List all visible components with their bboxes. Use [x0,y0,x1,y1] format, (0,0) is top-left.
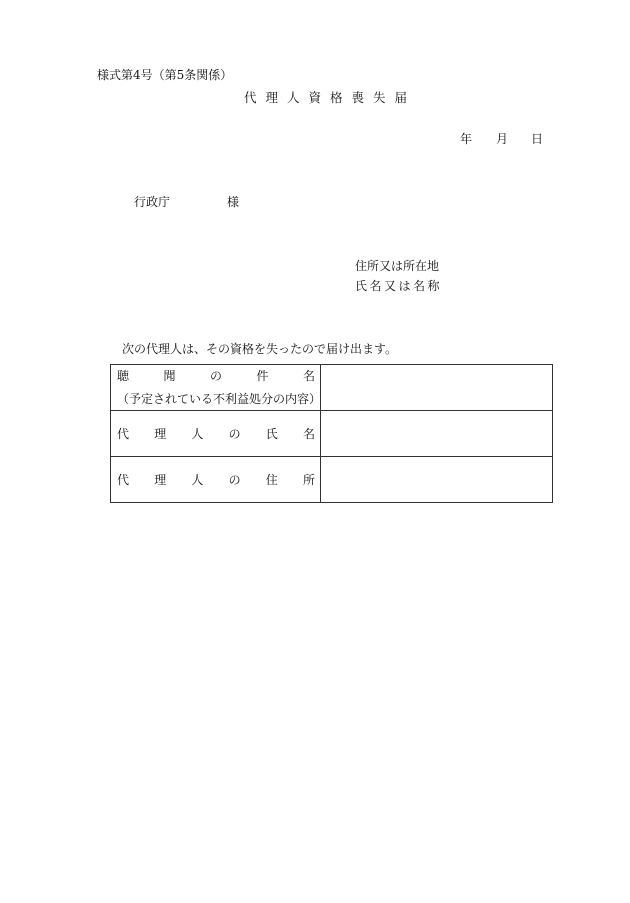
label-char: 人 [191,473,204,487]
label-char: の [209,368,222,383]
label-char: 氏 [265,427,278,441]
name-label: 氏名又は名称 [355,279,443,293]
hearing-subject-sublabel: （予定されている不利益処分の内容） [117,391,322,406]
agent-name-label [111,425,320,442]
label-char: 人 [191,427,204,441]
label-char: 住 [265,473,278,487]
label-char: の [228,427,241,441]
table-row [111,411,553,457]
label-char: の [228,473,241,487]
date-day: 日 [531,132,544,146]
date-year: 年 [460,132,473,146]
notification-table [110,364,553,503]
label-char: 所 [302,473,315,487]
agent-address-label-cell [111,457,321,503]
label-char: 代 [117,473,130,487]
addressee-office: 行政庁 [134,195,171,209]
hearing-subject-label-cell [111,365,321,411]
document-title: 代理人資格喪失届 [244,90,417,105]
table-row [111,365,553,411]
date-month: 月 [496,132,509,146]
address-label: 住所又は所在地 [355,259,440,273]
label-char: 理 [154,473,167,487]
hearing-subject-label [111,367,320,384]
form-number: 様式第4号（第5条関係） [97,68,233,82]
agent-name-value[interactable] [321,411,553,457]
label-char: 聞 [163,368,176,383]
agent-address-label [111,471,320,488]
label-char: 代 [117,427,130,441]
label-char: 名 [302,427,315,441]
agent-address-value[interactable] [321,457,553,503]
label-char: 聴 [117,368,130,383]
label-char: 理 [154,427,167,441]
label-char: 名 [302,368,315,383]
hearing-subject-value[interactable] [321,365,553,411]
addressee-honorific: 様 [227,195,240,209]
label-char: 件 [256,368,269,383]
statement-text: 次の代理人は、その資格を失ったので届け出ます。 [122,342,398,356]
agent-name-label-cell [111,411,321,457]
table-row [111,457,553,503]
